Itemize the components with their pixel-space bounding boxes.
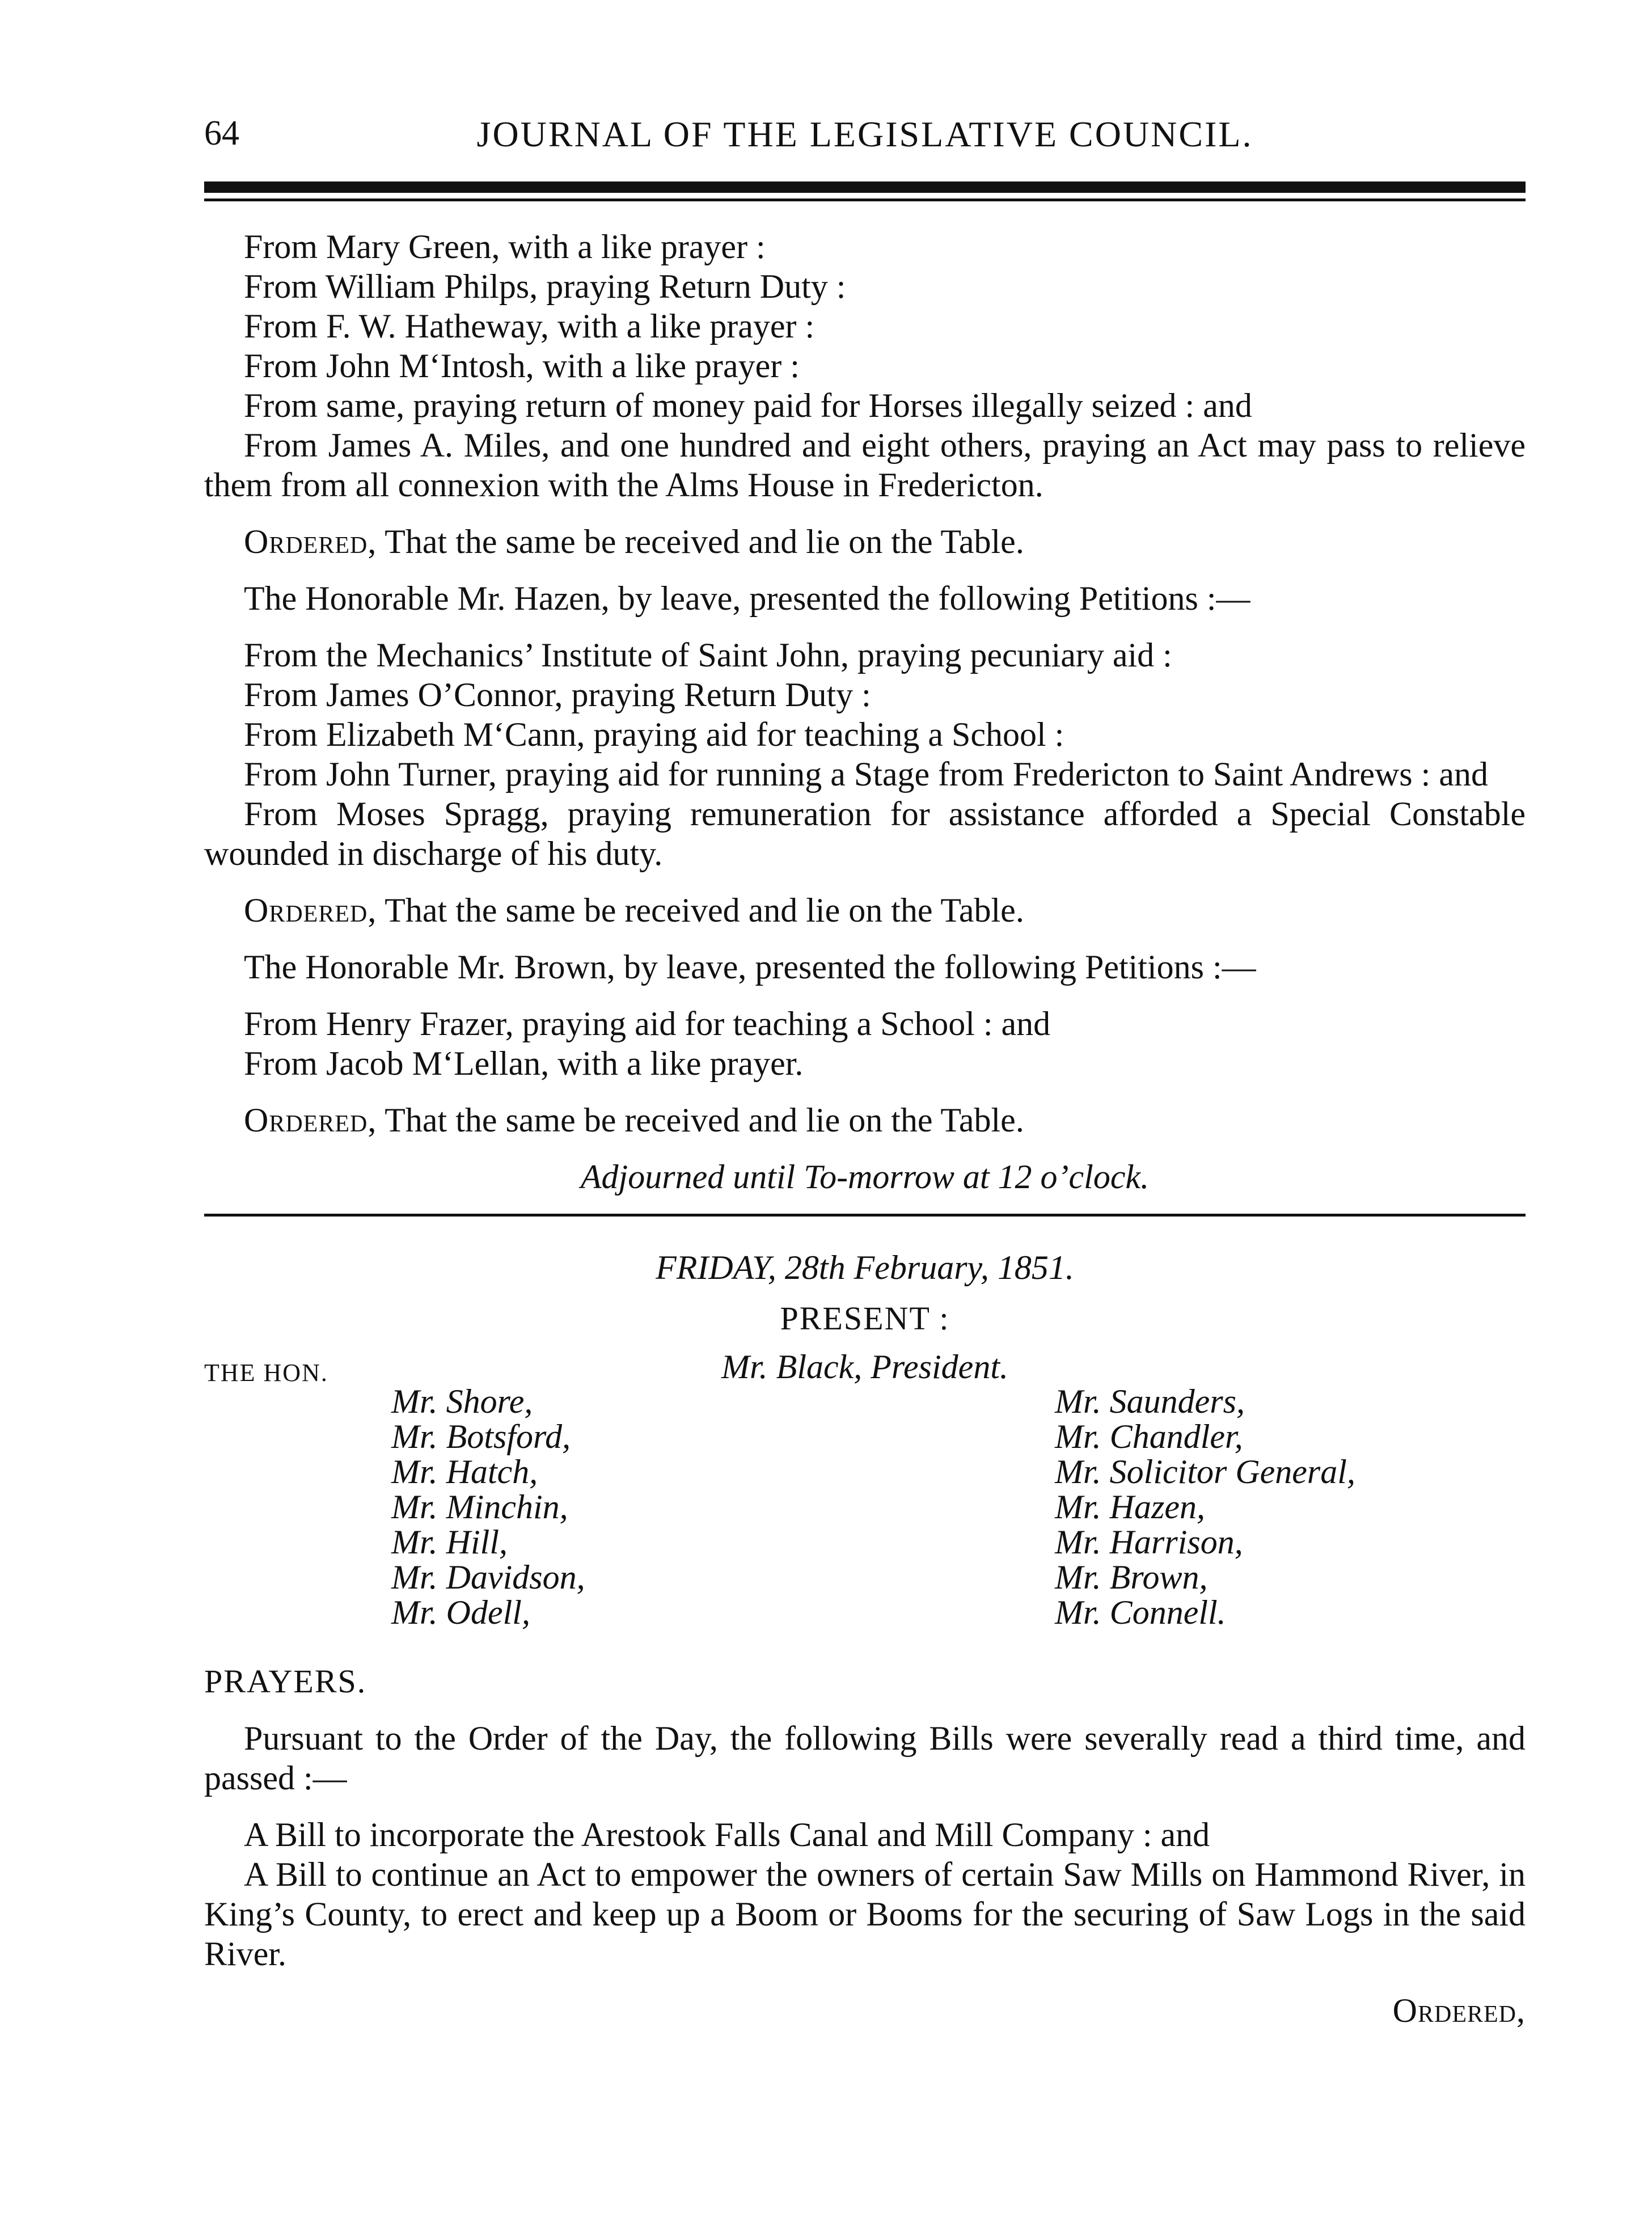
proceedings-body-continued xyxy=(204,1662,1526,2030)
president-line: Mr. Black, President. xyxy=(721,1348,1008,1386)
page-header xyxy=(204,113,1526,164)
running-title: JOURNAL OF THE LEGISLATIVE COUNCIL. xyxy=(476,114,1253,154)
member-name: Mr. Harrison, xyxy=(1055,1523,1243,1561)
member-name: Mr. Connell. xyxy=(1055,1594,1226,1631)
prayers-heading: PRAYERS. xyxy=(204,1663,367,1700)
bill-line: A Bill to incorporate the Arestook Falls Canal and Mill Company : and xyxy=(244,1816,1210,1853)
ordered-text: That the same be received and lie on the Table. xyxy=(385,1101,1024,1139)
petition-line: From Mary Green, with a like prayer : xyxy=(244,228,766,265)
member-name: Mr. Brown, xyxy=(1055,1559,1208,1596)
catchword: Ordered, xyxy=(1392,1992,1526,2029)
petition-line: From same, praying return of money paid for Horses illegally seized : and xyxy=(244,387,1252,424)
header-rule-thick xyxy=(204,181,1526,193)
adjournment-line: Adjourned until To-morrow at 12 o’clock. xyxy=(580,1158,1150,1196)
petition-line: From Elizabeth M‘Cann, praying aid for teaching a School : xyxy=(244,716,1064,753)
petition-line: From James O’Connor, praying Return Duty : xyxy=(244,676,871,713)
ordered-lead: Ordered, xyxy=(244,1101,377,1139)
petition-line: From F. W. Hatheway, with a like prayer : xyxy=(244,307,815,345)
present-heading: PRESENT : xyxy=(780,1300,950,1337)
member-name: Mr. Odell, xyxy=(391,1594,530,1631)
member-name: Mr. Botsford, xyxy=(391,1418,571,1455)
bill-line: A Bill to continue an Act to empower the owners of certain Saw Mills on Hammond River, in King’s County, to erect and keep up a Boom or Booms for the securing of Saw Logs in the said River. xyxy=(204,1856,1526,1973)
the-hon-label: THE HON. xyxy=(204,1359,328,1387)
member-name: Mr. Saunders, xyxy=(1055,1383,1245,1420)
ordered-paragraph xyxy=(204,522,1526,561)
petitions-intro: The Honorable Mr. Brown, by leave, presented the following Petitions :— xyxy=(244,948,1256,986)
member-name: Mr. Solicitor General, xyxy=(1055,1453,1355,1490)
member-name: Mr. Minchin, xyxy=(391,1488,568,1526)
petition-line: From Jacob M‘Lellan, with a like prayer. xyxy=(244,1045,804,1082)
petition-line: From John M‘Intosh, with a like prayer : xyxy=(244,347,800,385)
petition-line: From the Mechanics’ Institute of Saint John, praying pecuniary aid : xyxy=(244,636,1172,674)
petition-line: From Henry Frazer, praying aid for teaching a School : and xyxy=(244,1005,1051,1042)
member-name: Mr. Davidson, xyxy=(391,1559,585,1596)
members-right-column xyxy=(1055,1384,1537,1630)
page-number: 64 xyxy=(204,114,239,153)
member-name: Mr. Hazen, xyxy=(1055,1488,1205,1526)
member-name: Mr. Hatch, xyxy=(391,1453,538,1490)
proceedings-body xyxy=(204,227,1526,1197)
member-name: Mr. Shore, xyxy=(391,1383,533,1420)
members-left-column xyxy=(391,1384,845,1630)
header-rule-thin xyxy=(204,198,1526,201)
petition-line: From William Philps, praying Return Duty : xyxy=(244,268,846,305)
section-divider xyxy=(204,1214,1526,1217)
ordered-text: That the same be received and lie on the Table. xyxy=(385,892,1024,929)
ordered-lead: Ordered, xyxy=(244,523,377,560)
ordered-paragraph xyxy=(204,890,1526,930)
ordered-text: That the same be received and lie on the Table. xyxy=(385,523,1024,560)
member-name: Mr. Hill, xyxy=(391,1523,508,1561)
ordered-lead: Ordered, xyxy=(244,892,377,929)
ordered-paragraph xyxy=(204,1100,1526,1140)
petition-line: From John Turner, praying aid for running a Stage from Fredericton to Saint Andrews : and xyxy=(244,755,1488,793)
petition-line: From James A. Miles, and one hundred and eight others, praying an Act may pass to relieve them from all connexion with the Alms House in Fredericton. xyxy=(204,426,1526,504)
sitting-date: FRIDAY, 28th February, 1851. xyxy=(656,1249,1074,1286)
pursuant-paragraph: Pursuant to the Order of the Day, the following Bills were severally read a third time, and passed :— xyxy=(204,1720,1526,1797)
petitions-intro: The Honorable Mr. Hazen, by leave, presented the following Petitions :— xyxy=(244,580,1250,617)
member-name: Mr. Chandler, xyxy=(1055,1418,1243,1455)
petition-line: From Moses Spragg, praying remuneration for assistance afforded a Special Constable wounded in discharge of his duty. xyxy=(204,795,1526,872)
